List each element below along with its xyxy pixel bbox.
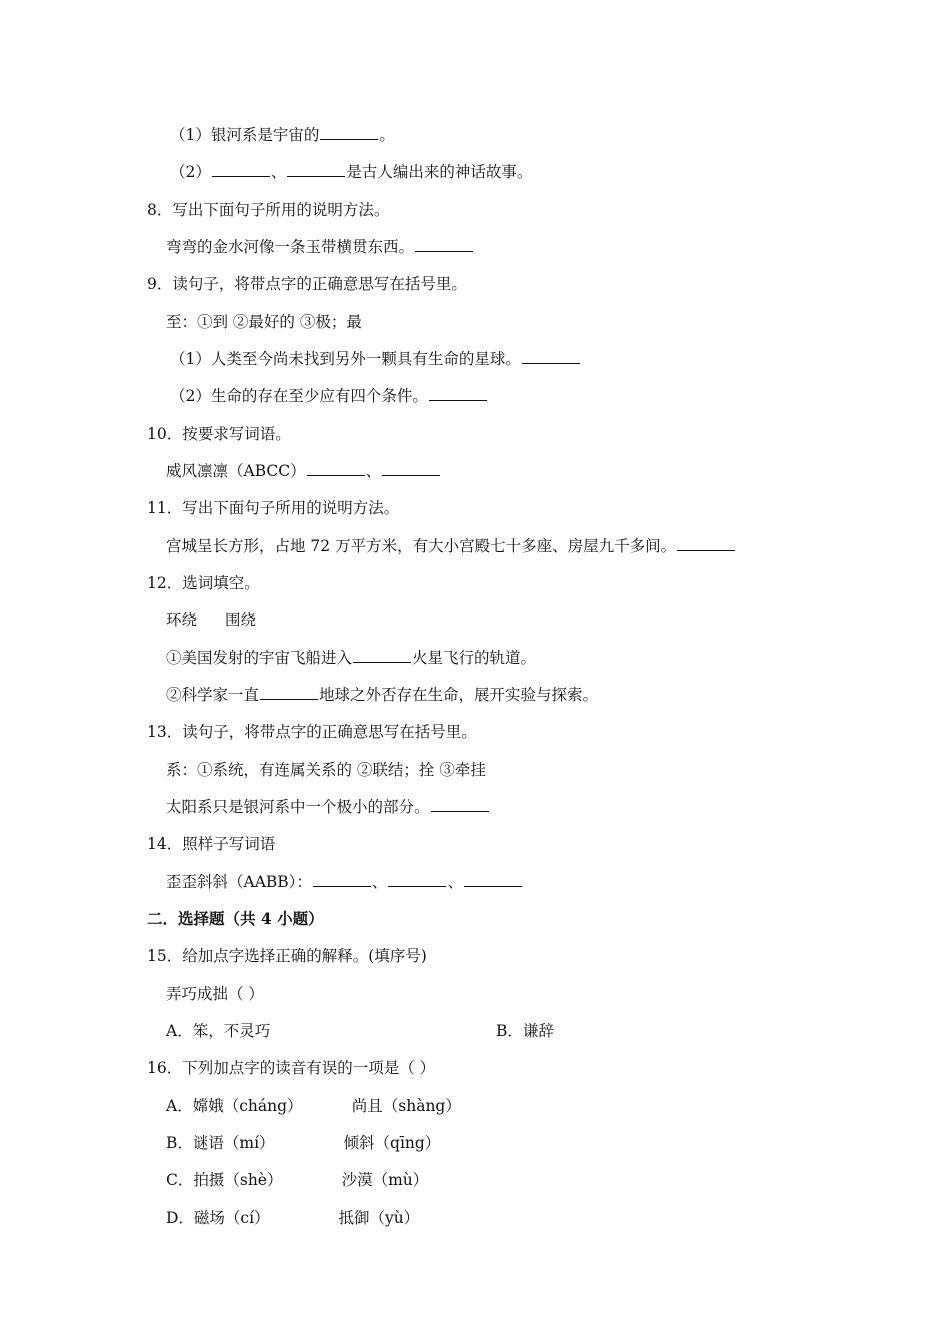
- q8-sentence: 弯弯的金水河像一条玉带横贯东西。: [166, 237, 474, 257]
- answer-blank[interactable]: [388, 872, 446, 887]
- q7-sentence-2: （2） 、 是古人编出来的神话故事。: [170, 163, 533, 181]
- q16-option-a[interactable]: A．嫦娥（cháng） 尚且（shàng）: [166, 1097, 461, 1115]
- q10-prompt: 威风凛凛（ABCC） 、: [166, 461, 441, 481]
- q15-stem: 15．给加点字选择正确的解释。(填序号): [147, 947, 427, 965]
- q16-option-c[interactable]: C．拍摄（shè） 沙漠（mù）: [166, 1171, 429, 1189]
- q12-stem: 12．选词填空。: [147, 574, 260, 592]
- q15-option-b[interactable]: B．谦辞: [496, 1022, 554, 1040]
- q8-stem: 8．写出下面句子所用的说明方法。: [147, 201, 390, 219]
- answer-blank[interactable]: [212, 162, 270, 177]
- q7-sentence-1: （1）银河系是宇宙的 。: [170, 126, 395, 144]
- answer-blank[interactable]: [287, 162, 345, 177]
- q16-option-b[interactable]: B．谜语（mí） 倾斜（qīng）: [166, 1134, 441, 1152]
- q13-meanings: 系：①系统，有连属关系的 ②联结；拴 ③牵挂: [166, 761, 486, 779]
- q12-word-choices: 环绕 围绕: [166, 611, 257, 629]
- answer-blank[interactable]: [260, 685, 318, 700]
- answer-blank[interactable]: [320, 125, 378, 140]
- answer-blank[interactable]: [677, 536, 735, 551]
- answer-blank[interactable]: [522, 349, 580, 364]
- q9-stem: 9．读句子，将带点字的正确意思写在括号里。: [147, 275, 467, 293]
- section-heading: 二．选择题（共 4 小题）: [147, 909, 324, 928]
- q16-stem: 16．下列加点字的读音有误的一项是（ ）: [147, 1059, 436, 1077]
- q13-sentence: 太阳系只是银河系中一个极小的部分。: [166, 797, 490, 817]
- answer-blank[interactable]: [431, 797, 489, 812]
- answer-blank[interactable]: [382, 461, 440, 476]
- q13-stem: 13．读句子，将带点字的正确意思写在括号里。: [147, 723, 477, 741]
- q9-meanings: 至：①到 ②最好的 ③极；最: [166, 313, 362, 331]
- q12-sentence-2: ②科学家一直 地球之外否存在生命，展开实验与探索。: [166, 686, 599, 704]
- q16-option-d[interactable]: D．磁场（cí） 抵御（yù）: [166, 1209, 420, 1227]
- answer-blank[interactable]: [415, 237, 473, 252]
- q14-stem: 14．照样子写词语: [147, 835, 276, 853]
- answer-blank[interactable]: [429, 386, 487, 401]
- answer-blank[interactable]: [313, 872, 371, 887]
- q11-stem: 11．写出下面句子所用的说明方法。: [147, 499, 400, 517]
- answer-blank[interactable]: [307, 461, 365, 476]
- q15-option-a[interactable]: A．笨，不灵巧: [166, 1022, 271, 1040]
- q10-stem: 10．按要求写词语。: [147, 425, 291, 443]
- answer-blank[interactable]: [464, 872, 522, 887]
- q11-sentence: 宫城呈长方形，占地 72 万平方米，有大小宫殿七十多座、房屋九千多间。: [166, 536, 736, 556]
- answer-blank[interactable]: [353, 648, 411, 663]
- q12-sentence-1: ①美国发射的宇宙飞船进入 火星飞行的轨道。: [166, 649, 537, 667]
- q9-sentence-1: （1）人类至今尚未找到另外一颗具有生命的星球。: [170, 349, 581, 369]
- q15-word: 弄巧成拙（ ）: [166, 985, 264, 1003]
- q9-sentence-2: （2）生命的存在至少应有四个条件。: [170, 386, 488, 406]
- q14-prompt: 歪歪斜斜（AABB）： 、 、: [166, 872, 523, 892]
